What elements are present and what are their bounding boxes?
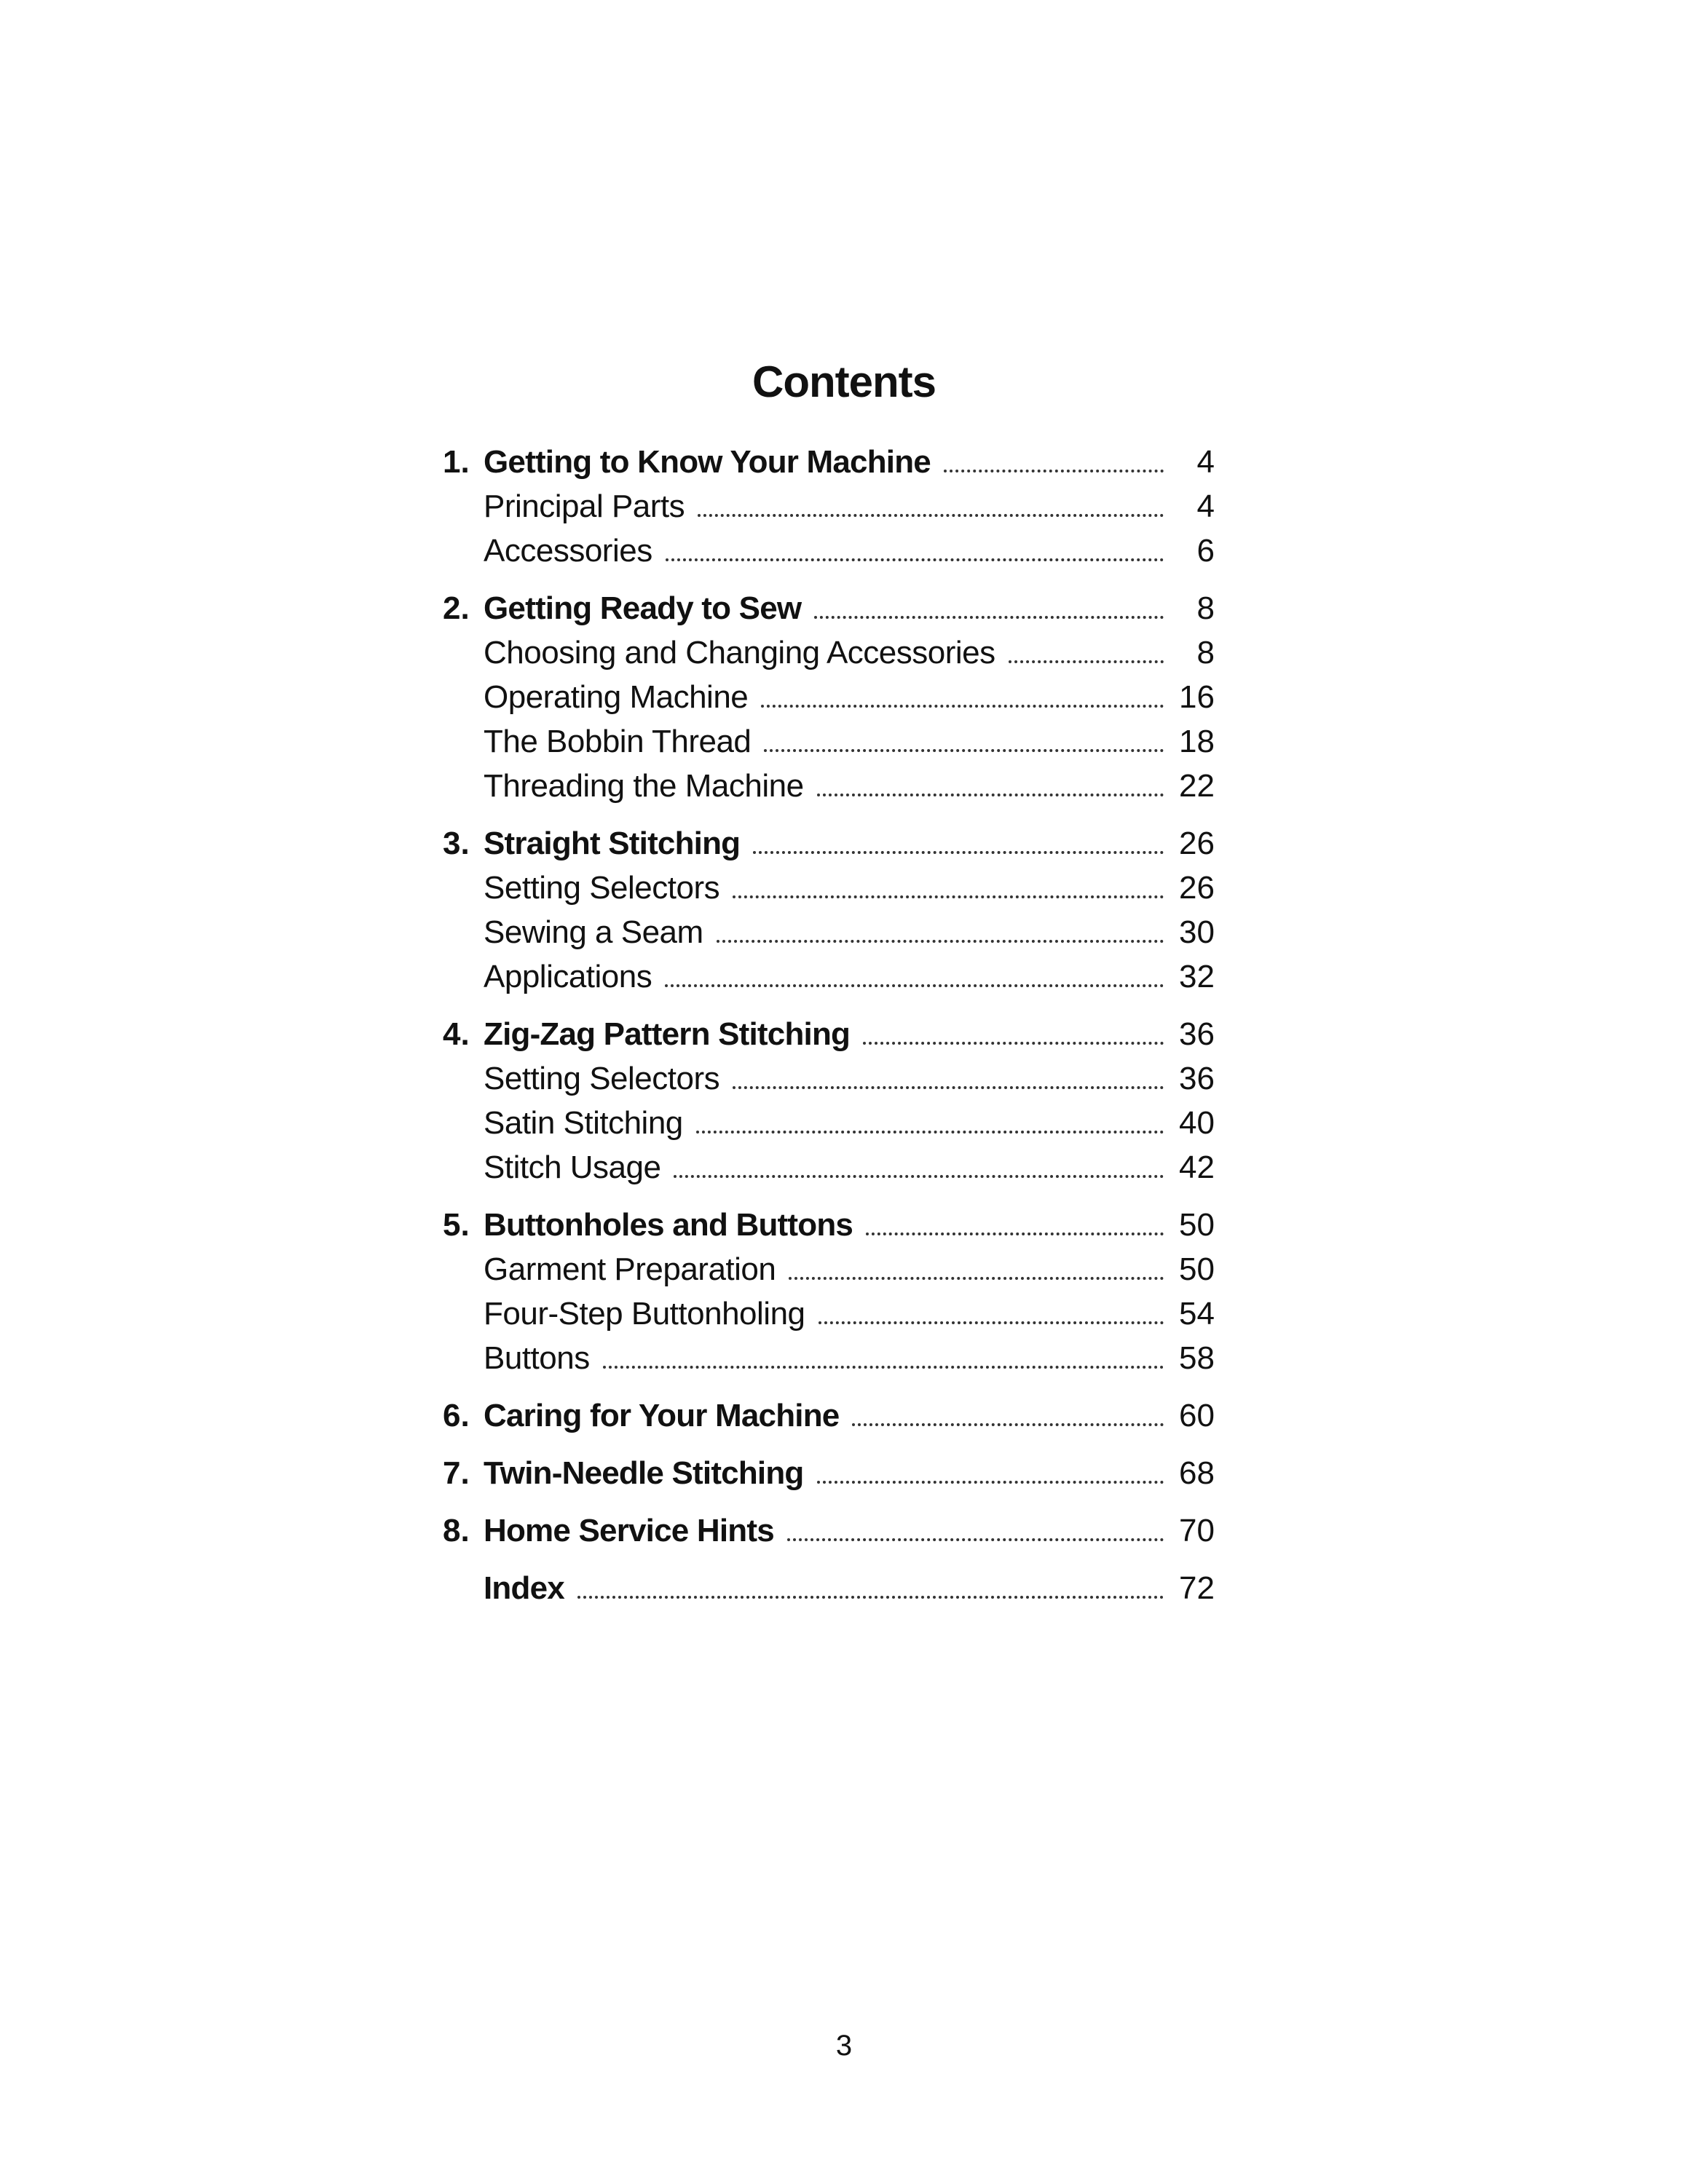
dot-leader <box>866 1233 1164 1235</box>
dot-leader <box>789 1277 1164 1280</box>
chapter-title: Caring for Your Machine <box>484 1398 840 1433</box>
section-page-number: 40 <box>1179 1105 1215 1141</box>
chapter-title: Getting to Know Your Machine <box>484 444 931 480</box>
chapter-title: Zig-Zag Pattern Stitching <box>484 1016 851 1052</box>
chapter-number: 3. <box>443 826 470 861</box>
toc-chapter <box>443 1207 1215 1385</box>
chapter-page-number: 4 <box>1196 444 1215 480</box>
dot-leader <box>1009 660 1164 663</box>
chapter-number: 2. <box>443 590 470 626</box>
toc-chapter-row[interactable] <box>443 1016 1215 1061</box>
section-title: Garment Preparation <box>484 1251 776 1287</box>
section-page-number: 58 <box>1179 1340 1215 1376</box>
chapter-number: 5. <box>443 1207 470 1243</box>
toc-section-row[interactable] <box>443 1150 1215 1194</box>
section-title: Satin Stitching <box>484 1105 683 1141</box>
dot-leader <box>603 1366 1164 1369</box>
section-title: Setting Selectors <box>484 1061 720 1096</box>
dot-leader <box>819 1321 1164 1324</box>
chapter-number: 7. <box>443 1455 470 1491</box>
dot-leader <box>852 1423 1164 1426</box>
section-page-number: 18 <box>1179 724 1215 759</box>
chapter-title: Index <box>484 1570 564 1606</box>
toc-section-row[interactable] <box>443 635 1215 679</box>
toc-chapter-row[interactable] <box>443 826 1215 870</box>
dot-leader <box>733 895 1164 898</box>
page-title: Contents <box>752 357 936 406</box>
chapter-title: Straight Stitching <box>484 826 741 861</box>
chapter-title: Twin-Needle Stitching <box>484 1455 804 1491</box>
section-title: The Bobbin Thread <box>484 724 752 759</box>
dot-leader <box>674 1175 1164 1178</box>
toc-section-row[interactable] <box>443 1105 1215 1150</box>
dot-leader <box>863 1042 1164 1045</box>
dot-leader <box>817 794 1164 796</box>
section-page-number: 16 <box>1179 679 1215 715</box>
section-title: Principal Parts <box>484 488 685 524</box>
dot-leader <box>666 558 1164 561</box>
section-page-number: 32 <box>1179 959 1215 994</box>
toc-chapter-row[interactable] <box>443 590 1215 635</box>
section-title: Operating Machine <box>484 679 749 715</box>
table-of-contents <box>443 444 1215 1628</box>
section-page-number: 8 <box>1196 635 1215 670</box>
dot-leader <box>698 514 1164 517</box>
toc-chapter <box>443 1016 1215 1194</box>
toc-chapter <box>443 826 1215 1003</box>
section-page-number: 22 <box>1179 768 1215 804</box>
toc-section-row[interactable] <box>443 1296 1215 1340</box>
section-title: Stitch Usage <box>484 1150 661 1185</box>
section-title: Applications <box>484 959 652 994</box>
page-number: 3 <box>835 2030 853 2062</box>
toc-section-row[interactable] <box>443 488 1215 533</box>
chapter-page-number: 70 <box>1179 1513 1215 1548</box>
chapter-page-number: 8 <box>1196 590 1215 626</box>
dot-leader <box>814 616 1164 619</box>
toc-section-row[interactable] <box>443 724 1215 768</box>
chapter-number: 8. <box>443 1513 470 1548</box>
section-title: Setting Selectors <box>484 870 720 906</box>
toc-chapter-row[interactable] <box>443 1398 1215 1442</box>
dot-leader <box>733 1086 1164 1089</box>
toc-section-row[interactable] <box>443 1251 1215 1296</box>
toc-section-row[interactable] <box>443 679 1215 724</box>
section-title: Sewing a Seam <box>484 914 703 950</box>
section-page-number: 42 <box>1179 1150 1215 1185</box>
toc-section-row[interactable] <box>443 870 1215 914</box>
dot-leader <box>764 749 1164 752</box>
toc-section-row[interactable] <box>443 1061 1215 1105</box>
section-page-number: 30 <box>1179 914 1215 950</box>
dot-leader <box>665 984 1164 987</box>
dot-leader <box>817 1481 1164 1484</box>
chapter-page-number: 50 <box>1179 1207 1215 1243</box>
section-title: Four-Step Buttonholing <box>484 1296 805 1332</box>
toc-chapter <box>443 1398 1215 1442</box>
toc-chapter <box>443 590 1215 812</box>
section-page-number: 54 <box>1179 1296 1215 1332</box>
toc-chapter <box>443 1455 1215 1500</box>
chapter-title: Getting Ready to Sew <box>484 590 802 626</box>
toc-section-row[interactable] <box>443 768 1215 812</box>
section-title: Accessories <box>484 533 652 569</box>
dot-leader <box>761 705 1164 708</box>
toc-section-row[interactable] <box>443 1340 1215 1385</box>
section-title: Buttons <box>484 1340 590 1376</box>
toc-chapter-row[interactable] <box>443 1570 1215 1615</box>
section-page-number: 4 <box>1196 488 1215 524</box>
section-title: Threading the Machine <box>484 768 804 804</box>
toc-section-row[interactable] <box>443 959 1215 1003</box>
dot-leader <box>717 940 1164 943</box>
section-page-number: 36 <box>1179 1061 1215 1096</box>
toc-chapter-row[interactable] <box>443 1207 1215 1251</box>
toc-section-row[interactable] <box>443 914 1215 959</box>
chapter-title: Home Service Hints <box>484 1513 774 1548</box>
section-page-number: 50 <box>1179 1251 1215 1287</box>
chapter-page-number: 68 <box>1179 1455 1215 1491</box>
section-title: Choosing and Changing Accessories <box>484 635 995 670</box>
dot-leader <box>696 1131 1164 1133</box>
chapter-title: Buttonholes and Buttons <box>484 1207 853 1243</box>
chapter-page-number: 26 <box>1179 826 1215 861</box>
chapter-number: 6. <box>443 1398 470 1433</box>
toc-chapter <box>443 1513 1215 1557</box>
dot-leader <box>753 851 1164 854</box>
dot-leader <box>787 1538 1164 1541</box>
toc-chapter-row[interactable] <box>443 444 1215 488</box>
toc-section-row[interactable] <box>443 533 1215 577</box>
chapter-page-number: 60 <box>1179 1398 1215 1433</box>
dot-leader <box>944 470 1164 472</box>
chapter-number: 1. <box>443 444 470 480</box>
chapter-page-number: 72 <box>1179 1570 1215 1606</box>
chapter-page-number: 36 <box>1179 1016 1215 1052</box>
toc-chapter-row[interactable] <box>443 1513 1215 1557</box>
section-page-number: 6 <box>1196 533 1215 569</box>
toc-chapter <box>443 1570 1215 1615</box>
section-page-number: 26 <box>1179 870 1215 906</box>
toc-chapter-row[interactable] <box>443 1455 1215 1500</box>
chapter-number: 4. <box>443 1016 470 1052</box>
dot-leader <box>577 1596 1164 1599</box>
toc-chapter <box>443 444 1215 577</box>
